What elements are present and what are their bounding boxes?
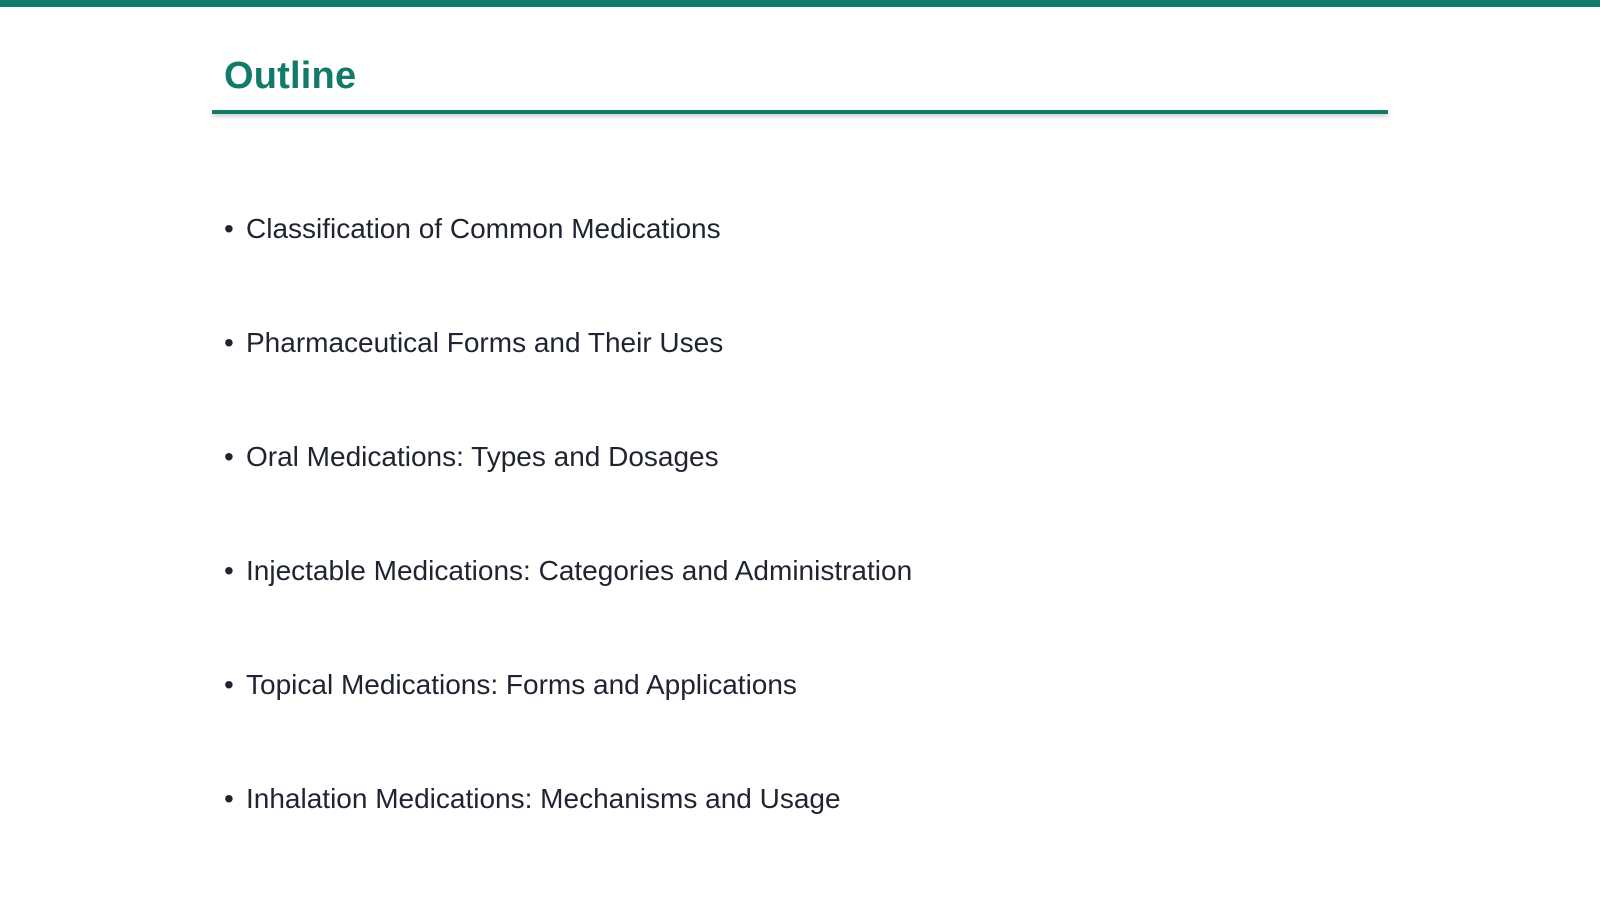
bullet-icon: • bbox=[224, 555, 234, 586]
outline-item bbox=[224, 204, 912, 318]
bullet-icon: • bbox=[224, 783, 234, 814]
outline-item bbox=[224, 432, 912, 546]
outline-item bbox=[224, 774, 912, 888]
outline-item-text: Oral Medications: Types and Dosages bbox=[246, 441, 719, 472]
bullet-icon: • bbox=[224, 441, 234, 472]
bullet-icon: • bbox=[224, 327, 234, 358]
outline-item-text: Classification of Common Medications bbox=[246, 213, 721, 244]
slide-title: Outline bbox=[224, 55, 357, 97]
outline-item bbox=[224, 546, 912, 660]
bullet-icon: • bbox=[224, 213, 234, 244]
bullet-icon: • bbox=[224, 669, 234, 700]
outline-list bbox=[224, 204, 912, 888]
outline-item bbox=[224, 318, 912, 432]
outline-item-text: Pharmaceutical Forms and Their Uses bbox=[246, 327, 724, 358]
title-underline bbox=[212, 110, 1388, 114]
outline-item-text: Injectable Medications: Categories and Administration bbox=[246, 555, 913, 586]
outline-item-text: Topical Medications: Forms and Applications bbox=[246, 669, 797, 700]
outline-item-text: Inhalation Medications: Mechanisms and Usage bbox=[246, 783, 841, 814]
outline-item bbox=[224, 660, 912, 774]
top-accent-bar bbox=[0, 0, 1600, 7]
